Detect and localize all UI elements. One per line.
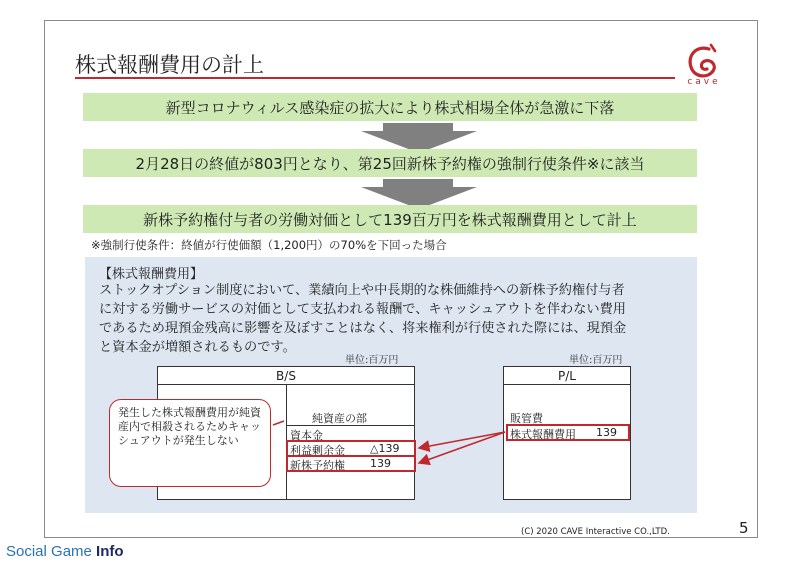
page-number: 5 — [739, 519, 749, 537]
panel-heading: 【株式報酬費用】 — [99, 267, 204, 282]
warrant-value: 139 — [370, 457, 391, 470]
sga-label: 販管費 — [510, 412, 543, 425]
banner-3: 新株予約権付与者の労働対価として139百万円を株式報酬費用として計上 — [83, 205, 697, 233]
arrow-stem-2 — [383, 179, 453, 187]
logo-text: cave — [687, 77, 721, 87]
banner-2: 2月28日の終値が803円となり、第25回新株予約権の強制行使条件※に該当 — [83, 149, 697, 177]
brand-bold: Info — [96, 543, 124, 560]
arrow-stem-1 — [383, 123, 453, 131]
bs-title: B/S — [158, 367, 414, 385]
warrant-label: 新株予約権 — [290, 459, 345, 472]
pl-unit: 単位:百万円 — [569, 355, 623, 366]
stock-comp-highlight — [506, 424, 630, 441]
pl-table — [503, 366, 631, 500]
retained-earnings-label: 利益剰余金 — [290, 444, 345, 457]
copyright: (C) 2020 CAVE Interactive CO.,LTD. — [521, 527, 670, 537]
pl-title: P/L — [504, 367, 630, 385]
banner-1: 新型コロナウィルス感染症の拡大により株式相場全体が急激に下落 — [83, 93, 697, 121]
retained-earnings-value: △139 — [370, 442, 400, 455]
slide — [44, 20, 758, 538]
bs-unit: 単位:百万円 — [345, 355, 399, 366]
forced-exercise-note: ※強制行使条件：終値が行使価額（1,200円）の70%を下回った場合 — [91, 238, 447, 252]
bs-rule — [286, 425, 414, 426]
panel-body: ストックオプション制度において、業績向上や中長期的な株価維持への新株予約権付与者 に対する労働サービスの対価として支払われる報酬で、キャッシュアウトを伴わない費用 であるため現預金残高に影響を及ぼすことはなく、将来権利が行使された際には、現預金 と資本金が増額されるものです。 — [99, 283, 627, 355]
net-assets-header: 純資産の部 — [312, 412, 367, 425]
stock-comp-label: 株式報酬費用 — [510, 428, 576, 441]
warrant-highlight — [286, 455, 416, 472]
callout-box: 発生した株式報酬費用が純資産内で相殺されるためキャッシュアウトが発生しない — [109, 399, 271, 487]
brand-regular: Social Game — [6, 543, 97, 560]
capital-label: 資本金 — [290, 429, 323, 442]
stock-comp-value: 139 — [596, 426, 617, 439]
title-underline — [75, 77, 675, 79]
footer-brand — [6, 543, 124, 560]
slide-title: 株式報酬費用の計上 — [75, 53, 264, 77]
